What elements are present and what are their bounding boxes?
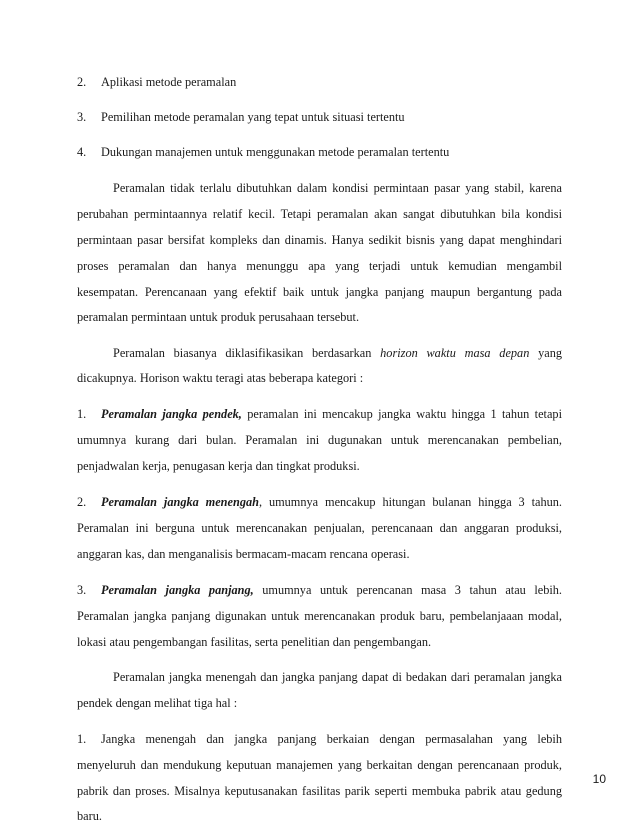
paragraph-line: lokasi atau pengembangan fasilitas, serta penelitian dan pengembangan. [77, 635, 432, 649]
list-item [0, 109, 638, 125]
paragraph-line: dicakupnya. Horison waktu teragi atas beberapa kategori : [77, 371, 364, 385]
paragraph-line [113, 345, 562, 361]
paragraph-line: Jangka menengah dan jangka panjang berkaian dengan permasalahan yang lebih [101, 732, 562, 746]
paragraph-line: Peramalan jangka panjang digunakan untuk merencanakan produk baru, pembelanjaaan modal, [77, 609, 562, 623]
paragraph-line [101, 582, 562, 598]
list-number: 4. [77, 145, 87, 159]
list-text: Pemilihan metode peramalan yang tepat untuk situasi tertentu [101, 110, 405, 124]
text-span: , umumnya mencakup hitungan bulanan hingga 3 tahun. [258, 495, 562, 509]
list-number: 3. [77, 583, 87, 597]
list-item [0, 144, 638, 160]
list-number: 1. [77, 732, 87, 746]
list-text: Aplikasi metode peramalan [101, 75, 237, 89]
paragraph-line: Peramalan tidak terlalu dibutuhkan dalam kondisi permintaan pasar yang stabil, karena [113, 181, 562, 195]
list-number: 1. [77, 407, 87, 421]
bold-italic-term: Peramalan jangka menengah [101, 495, 259, 509]
paragraph-line: peramalan permintaan untuk produk perusahaan tersebut. [77, 310, 360, 324]
paragraph-line: permintaan pasar bersifat kompleks dan dinamis. Hanya sedikit bisnis yang dapat menghindari [77, 233, 562, 247]
page-number: 10 [592, 772, 606, 786]
text-span: yang [538, 346, 563, 360]
italic-term: horizon waktu masa depan [380, 346, 530, 360]
bold-italic-term: Peramalan jangka pendek, [101, 407, 242, 421]
bold-italic-term: Peramalan jangka panjang, [101, 583, 254, 597]
paragraph-line: Peramalan jangka menengah dan jangka panjang dapat di bedakan dari peramalan jangka [113, 670, 562, 684]
paragraph-line: anggaran kas, dan menganalisis bermacam-macam rencana operasi. [77, 547, 410, 561]
text-span: umumnya untuk perencanan masa 3 tahun atau lebih. [262, 583, 562, 597]
list-number: 2. [77, 75, 87, 89]
paragraph-line: baru. [77, 809, 102, 823]
list-number: 3. [77, 110, 87, 124]
paragraph-line: umumnya kurang dari bulan. Peramalan ini dugunakan untuk merencanakan pembelian, [77, 433, 562, 447]
paragraph-line: pendek dengan melihat tiga hal : [77, 696, 238, 710]
paragraph-line: kesempatan. Perencanaan yang efektif baik untuk jangka panjang maupun bergantung pada [77, 285, 562, 299]
paragraph-line: menyeluruh dan mendukung keputuan manajemen yang berkaitan dengan perencanaan produk, [77, 758, 562, 772]
list-text: Dukungan manajemen untuk menggunakan metode peramalan tertentu [101, 145, 450, 159]
paragraph-line: Peramalan ini berguna untuk merencanakan penjualan, perencanaan dan anggaran produksi, [77, 521, 562, 535]
paragraph-line: penjadwalan kerja, penugasan kerja dan tingkat produksi. [77, 459, 360, 473]
text-span: Peramalan biasanya diklasifikasikan berdasarkan [113, 346, 372, 360]
paragraph-line [101, 494, 562, 510]
list-number: 2. [77, 495, 87, 509]
paragraph-line: pabrik dan proses. Misalnya keputusanakan fasilitas parik seperti membuka pabrik atau gedung [77, 784, 562, 798]
paragraph-line [101, 406, 562, 422]
list-item [0, 74, 638, 90]
paragraph-line: proses peramalan dan hanya menunggu apa yang terjadi untuk kemudian mengambil [77, 259, 562, 273]
text-span: peramalan ini mencakup jangka waktu hingga 1 tahun tetapi [247, 407, 562, 421]
paragraph-line: perubahan permintaannya relatif kecil. Tetapi peramalan akan sangat dibutuhkan bila kondisi [77, 207, 562, 221]
